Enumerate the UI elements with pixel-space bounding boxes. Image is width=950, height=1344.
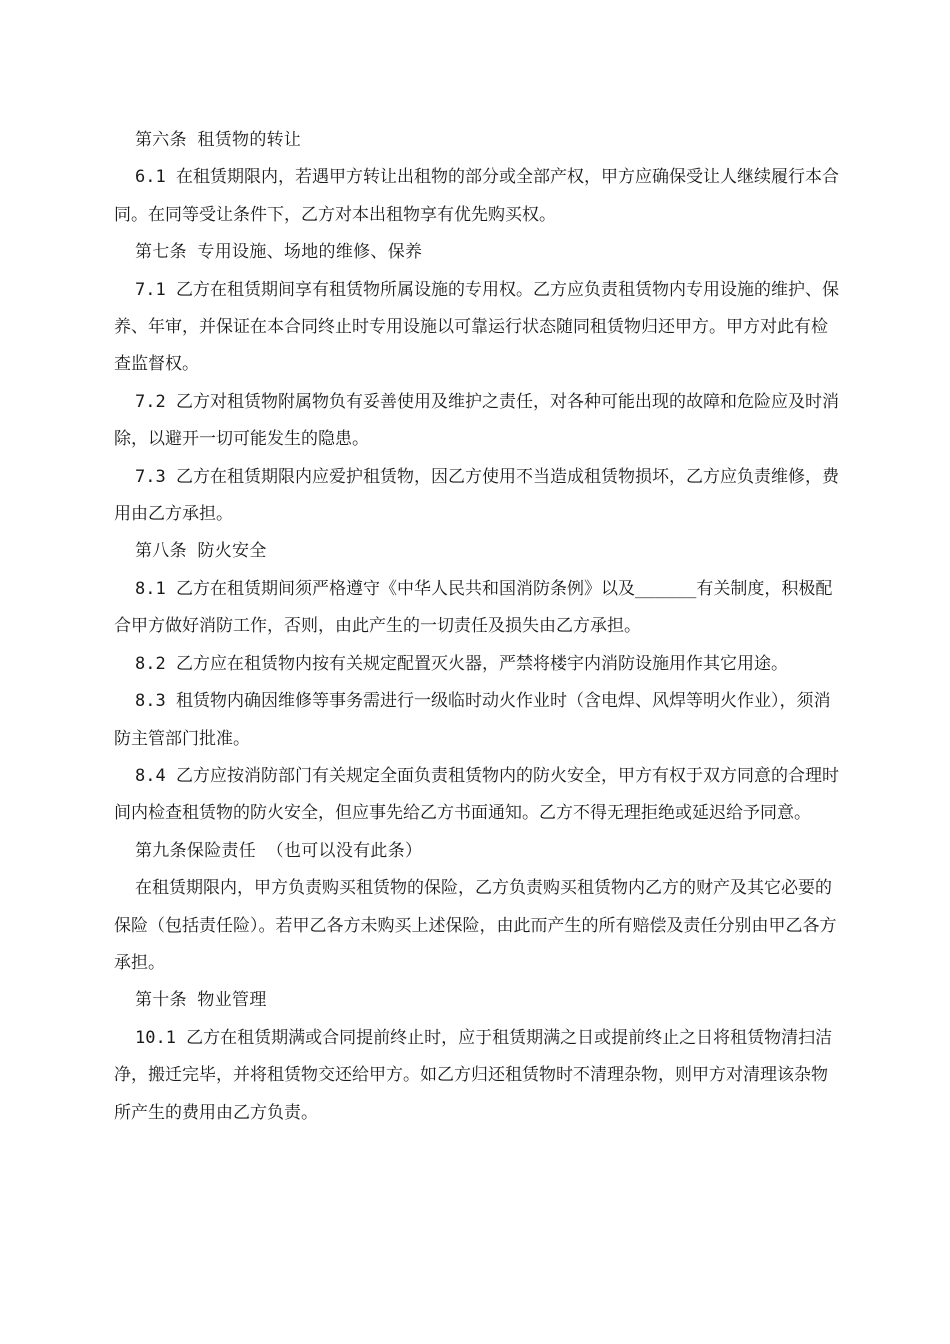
clause-8-4: 8.4 乙方应按消防部门有关规定全面负责租赁物内的防火安全，甲方有权于双方同意的合理时间内检查租赁物的防火安全，但应事先给乙方书面通知。乙方不得无理拒绝或延迟给予同意。 <box>114 765 839 824</box>
article-7-heading: 第七条 专用设施、场地的维修、保养 <box>135 242 423 263</box>
clause-9-body: 在租赁期限内，甲方负责购买租赁物的保险，乙方负责购买租赁物内乙方的财产及其它必要的保险（包括责任险）。若甲乙各方未购买上述保险，由此而产生的所有赔偿及责任分别由甲乙各方承担。 <box>114 878 837 973</box>
article-6-heading: 第六条 租赁物的转让 <box>135 130 302 150</box>
clause-10-1: 10.1 乙方在租赁期满或合同提前终止时，应于租赁期满之日或提前终止之日将租赁物清扫洁净，搬迁完毕，并将租赁物交还给甲方。如乙方归还租赁物时不清理杂物，则甲方对清理该杂物所产生的费用由乙方负责。 <box>114 1027 833 1123</box>
clause-6-1: 6.1 在租赁期限内，若遇甲方转让出租物的部分或全部产权，甲方应确保受让人继续履行本合同。在同等受让条件下，乙方对本出租物享有优先购买权。 <box>114 167 839 225</box>
document-page <box>114 122 842 1132</box>
clause-8-2: 8.2 乙方应在租赁物内按有关规定配置灭火器，严禁将楼宇内消防设施用作其它用途。 <box>135 653 788 674</box>
clause-7-2: 7.2 乙方对租赁物附属物负有妥善使用及维护之责任，对各种可能出现的故障和危险应及时消除，以避开一切可能发生的隐患。 <box>114 391 839 450</box>
article-9-heading: 第九条保险责任 （也可以没有此条） <box>135 840 423 861</box>
article-10-heading: 第十条 物业管理 <box>135 990 267 1011</box>
article-8-heading: 第八条 防火安全 <box>135 541 267 562</box>
clause-8-3: 8.3 租赁物内确因维修等事务需进行一级临时动火作业时（含电焊、风焊等明火作业），须消防主管部门批准。 <box>114 691 831 749</box>
clause-7-1: 7.1 乙方在租赁期间享有租赁物所属设施的专用权。乙方应负责租赁物内专用设施的维护、保养、年审，并保证在本合同终止时专用设施以可靠运行状态随同租赁物归还甲方。甲方对此有检查监督权。 <box>114 279 839 375</box>
clause-8-1: 8.1 乙方在租赁期间须严格遵守《中华人民共和国消防条例》以及______有关制度，积极配合甲方做好消防工作，否则，由此产生的一切责任及损失由乙方承担。 <box>114 578 833 637</box>
clause-7-3: 7.3 乙方在租赁期限内应爱护租赁物，因乙方使用不当造成租赁物损坏，乙方应负责维修，费用由乙方承担。 <box>114 466 839 525</box>
